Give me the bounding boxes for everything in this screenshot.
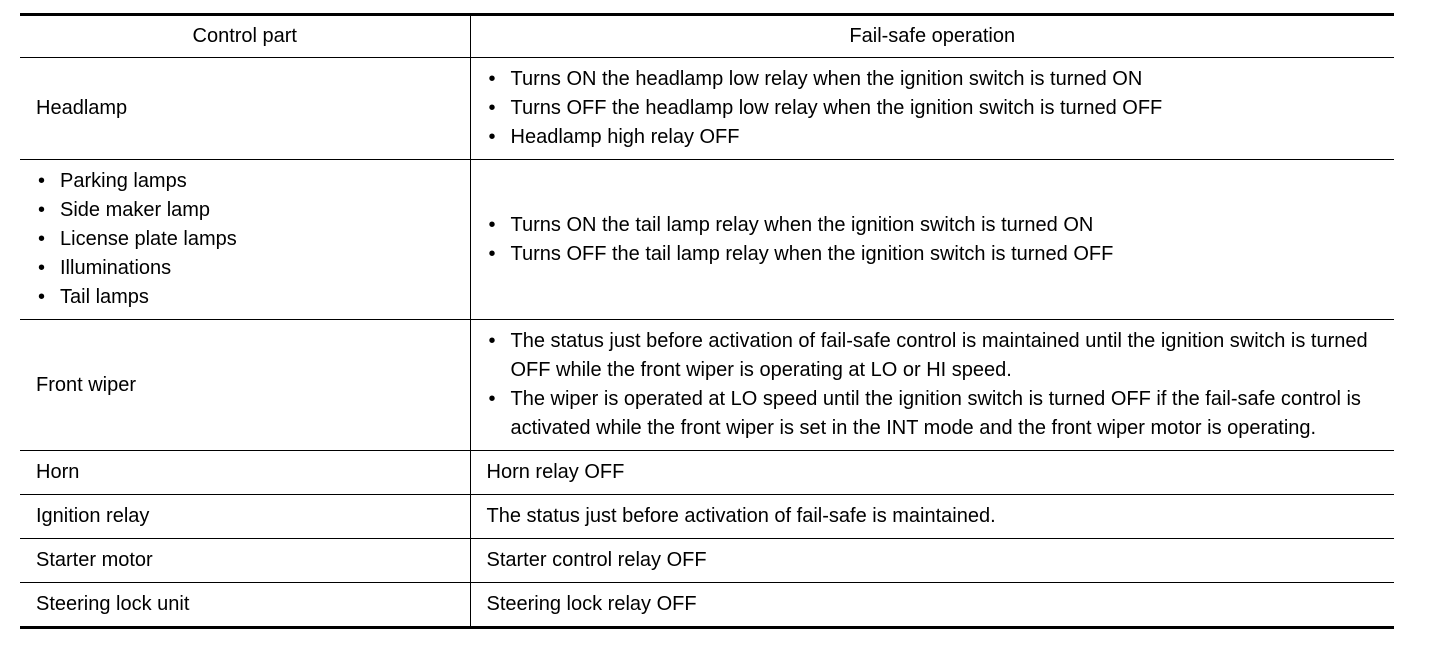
list-item	[487, 123, 1381, 152]
operation-list	[487, 65, 1381, 152]
control-part-cell	[20, 160, 470, 320]
operation-cell: Starter control relay OFF	[470, 539, 1394, 583]
list-item-text: License plate lamps	[60, 228, 237, 250]
bullet-icon: •	[488, 97, 496, 119]
bullet-icon: •	[488, 388, 496, 410]
list-item-text: Turns OFF the headlamp low relay when the ignition switch is turned OFF	[510, 97, 1163, 119]
list-item-text: Turns ON the tail lamp relay when the ignition switch is turned ON	[510, 213, 1094, 236]
control-part-list	[36, 167, 456, 312]
table-row	[20, 451, 1394, 495]
table-row	[20, 160, 1394, 320]
operation-cell: The status just before activation of fail-safe is maintained.	[470, 495, 1394, 539]
control-part-cell: Ignition relay	[20, 495, 470, 539]
list-item	[36, 254, 456, 283]
bullet-icon: •	[38, 257, 46, 279]
bullet-icon: •	[38, 199, 46, 221]
fail-safe-table	[20, 13, 1394, 629]
bullet-icon: •	[38, 170, 46, 192]
list-item-text: Headlamp high relay OFF	[510, 126, 740, 148]
header-control-part: Control part	[20, 15, 470, 58]
list-item	[487, 211, 1381, 240]
control-part-cell: Headlamp	[20, 58, 470, 160]
table-row	[20, 58, 1394, 160]
bullet-icon: •	[38, 286, 46, 308]
list-item-text: Turns ON the headlamp low relay when the ignition switch is turned ON	[510, 68, 1143, 90]
table-row	[20, 583, 1394, 628]
table-header-row	[20, 15, 1394, 58]
operation-cell: Steering lock relay OFF	[470, 583, 1394, 628]
bullet-icon: •	[488, 126, 496, 148]
list-item-text: Tail lamps	[60, 286, 149, 308]
table-row	[20, 539, 1394, 583]
operation-list	[487, 327, 1381, 443]
operation-cell	[470, 58, 1394, 160]
list-item-text: Illuminations	[60, 257, 172, 279]
list-item	[487, 327, 1381, 385]
list-item-text: Parking lamps	[60, 170, 187, 192]
operation-cell: Horn relay OFF	[470, 451, 1394, 495]
control-part-cell: Horn	[20, 451, 470, 495]
list-item-text: The status just before activation of fail-safe control is maintained until the ignition switch is turned OFF while the front wiper is operating at LO or HI speed.	[510, 330, 1368, 381]
control-part-cell: Steering lock unit	[20, 583, 470, 628]
list-item	[36, 225, 456, 254]
table-row	[20, 320, 1394, 451]
list-item	[487, 94, 1381, 123]
list-item	[36, 167, 456, 196]
list-item	[487, 385, 1381, 443]
bullet-icon: •	[488, 330, 496, 352]
header-fail-safe-operation: Fail-safe operation	[470, 15, 1394, 58]
bullet-icon: •	[38, 228, 46, 250]
list-item-text: The wiper is operated at LO speed until the ignition switch is turned OFF if the fail-safe control is activated while the front wiper is set in the INT mode and the front wiper motor is operating.	[510, 388, 1361, 439]
list-item	[36, 283, 456, 312]
bullet-icon: •	[488, 213, 496, 236]
operation-list	[487, 211, 1381, 269]
control-part-cell: Starter motor	[20, 539, 470, 583]
list-item	[487, 240, 1381, 269]
list-item-text: Side maker lamp	[60, 199, 211, 221]
operation-cell	[470, 320, 1394, 451]
list-item	[487, 65, 1381, 94]
bullet-icon: •	[488, 68, 496, 90]
list-item	[36, 196, 456, 225]
table-row	[20, 495, 1394, 539]
control-part-cell: Front wiper	[20, 320, 470, 451]
list-item-text: Turns OFF the tail lamp relay when the ignition switch is turned OFF	[510, 242, 1114, 265]
bullet-icon: •	[488, 242, 496, 265]
operation-cell	[470, 160, 1394, 320]
